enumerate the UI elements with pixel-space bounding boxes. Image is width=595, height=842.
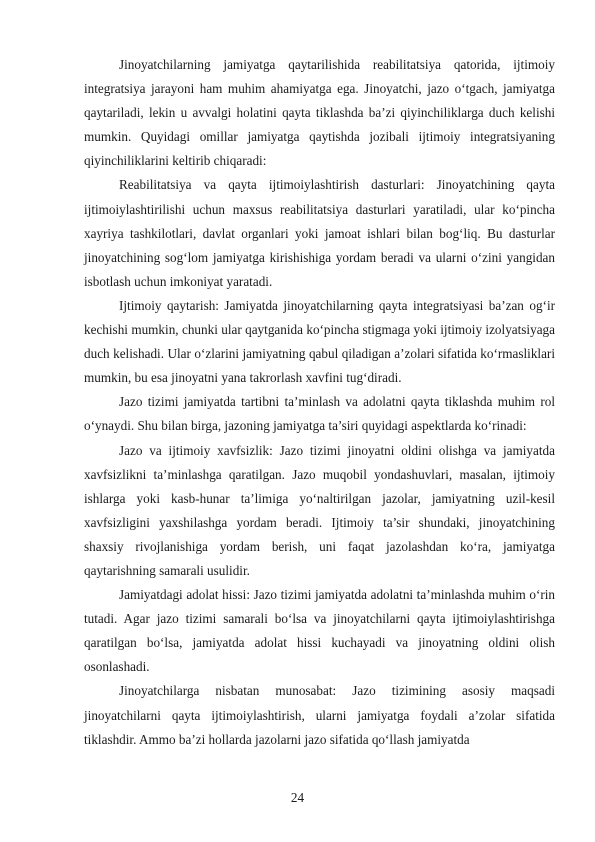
page-number: 24: [290, 790, 305, 805]
paragraph-punishment-system: Jazo tizimi jamiyatda tartibni ta’minlash va adolatni qayta tiklashda muhim rol o‘ynaydi. Shu bilan birga, jazoning jamiyatga ta’siri quyidagi aspektlarda ko‘rinadi:: [84, 394, 555, 434]
paragraph-social-return: Ijtimoiy qaytarish: Jamiyatda jinoyatchilarning qayta integratsiyasi ba’zan og‘ir kechishi mumkin, chunki ular qaytganida ko‘pincha stigmaga yoki ijtimoiy izolyatsiyaga duch kelishadi. Ular o‘zlarini jamiyatning qabul qiladigan a’zolari sifatida ko‘rmasliklari mumkin, bu esa jinoyatni yana takrorlash xavfini tug‘diradi.: [84, 297, 555, 386]
paragraph-sense-of-justice: Jamiyatdagi adolat hissi: Jazo tizimi jamiyatda adolatni ta’minlashda muhim o‘rin tutadi. Agar jazo tizimi samarali bo‘lsa va jinoyatchilarni qayta ijtimoiylashtirishga qaratilgan bo‘lsa, jamiyatda adolat hissi kuchayadi va jinoyatning oldini olish osonlashadi.: [84, 587, 555, 675]
paragraph-rehabilitation-programs: Reabilitatsiya va qayta ijtimoiylashtirish dasturlari: Jinoyatchining qayta ijtimoiylashtirilishi uchun maxsus reabilitatsiya dasturlari yaratiladi, ular ko‘pincha xayriya tashkilotlari, davlat organlari yoki jamoat ishlari bilan bog‘liq. Bu dasturlar jinoyatchining sog‘lom jamiyatga kirishishiga yordam beradi va ularni o‘zini yangidan isbotlash uchun imkoniyat yaratadi.: [84, 177, 555, 289]
paragraph-punishment-security: Jazo va ijtimoiy xavfsizlik: Jazo tizimi jinoyatni oldini olishga va jamiyatda xavfsizlikni ta’minlashga qaratilgan. Jazo muqobil yondashuvlari, masalan, ijtimoiy ishlarga yoki kasb-hunar ta’limiga yo‘naltirilgan jazolar, jamiyatning uzil-kesil xavfsizligini yaxshilashga yordam beradi. Ijtimoiy ta’sir shundaki, jinoyatchining shaxsiy rivojlanishiga yordam berish, uni faqat jazolashdan ko‘ra, jamiyatga qaytarishning samarali usulidir.: [84, 442, 555, 578]
page-body: [84, 53, 555, 752]
paragraph-social-integration: Jinoyatchilarning jamiyatga qaytarilishida reabilitatsiya qatorida, ijtimoiy integratsiya jarayoni ham muhim ahamiyatga ega. Jinoyatchi, jazo o‘tgach, jamiyatga qaytariladi, lekin u avvalgi holatini qayta tiklashda ba’zi qiyinchiliklarga duch kelishi mumkin. Quyidagi omillar jamiyatga qaytishda jozibali ijtimoiy integratsiyaning qiyinchiliklarini keltirib chiqaradi:: [84, 57, 555, 169]
paragraph-attitude-to-offenders: Jinoyatchilarga nisbatan munosabat: Jazo tizimining asosiy maqsadi jinoyatchilarni qayta ijtimoiylashtirish, ularni jamiyatga foydali a’zolar sifatida tiklashdir. Ammo ba’zi hollarda jazolarni jazo sifatida qo‘llash jamiyatda: [84, 683, 555, 747]
